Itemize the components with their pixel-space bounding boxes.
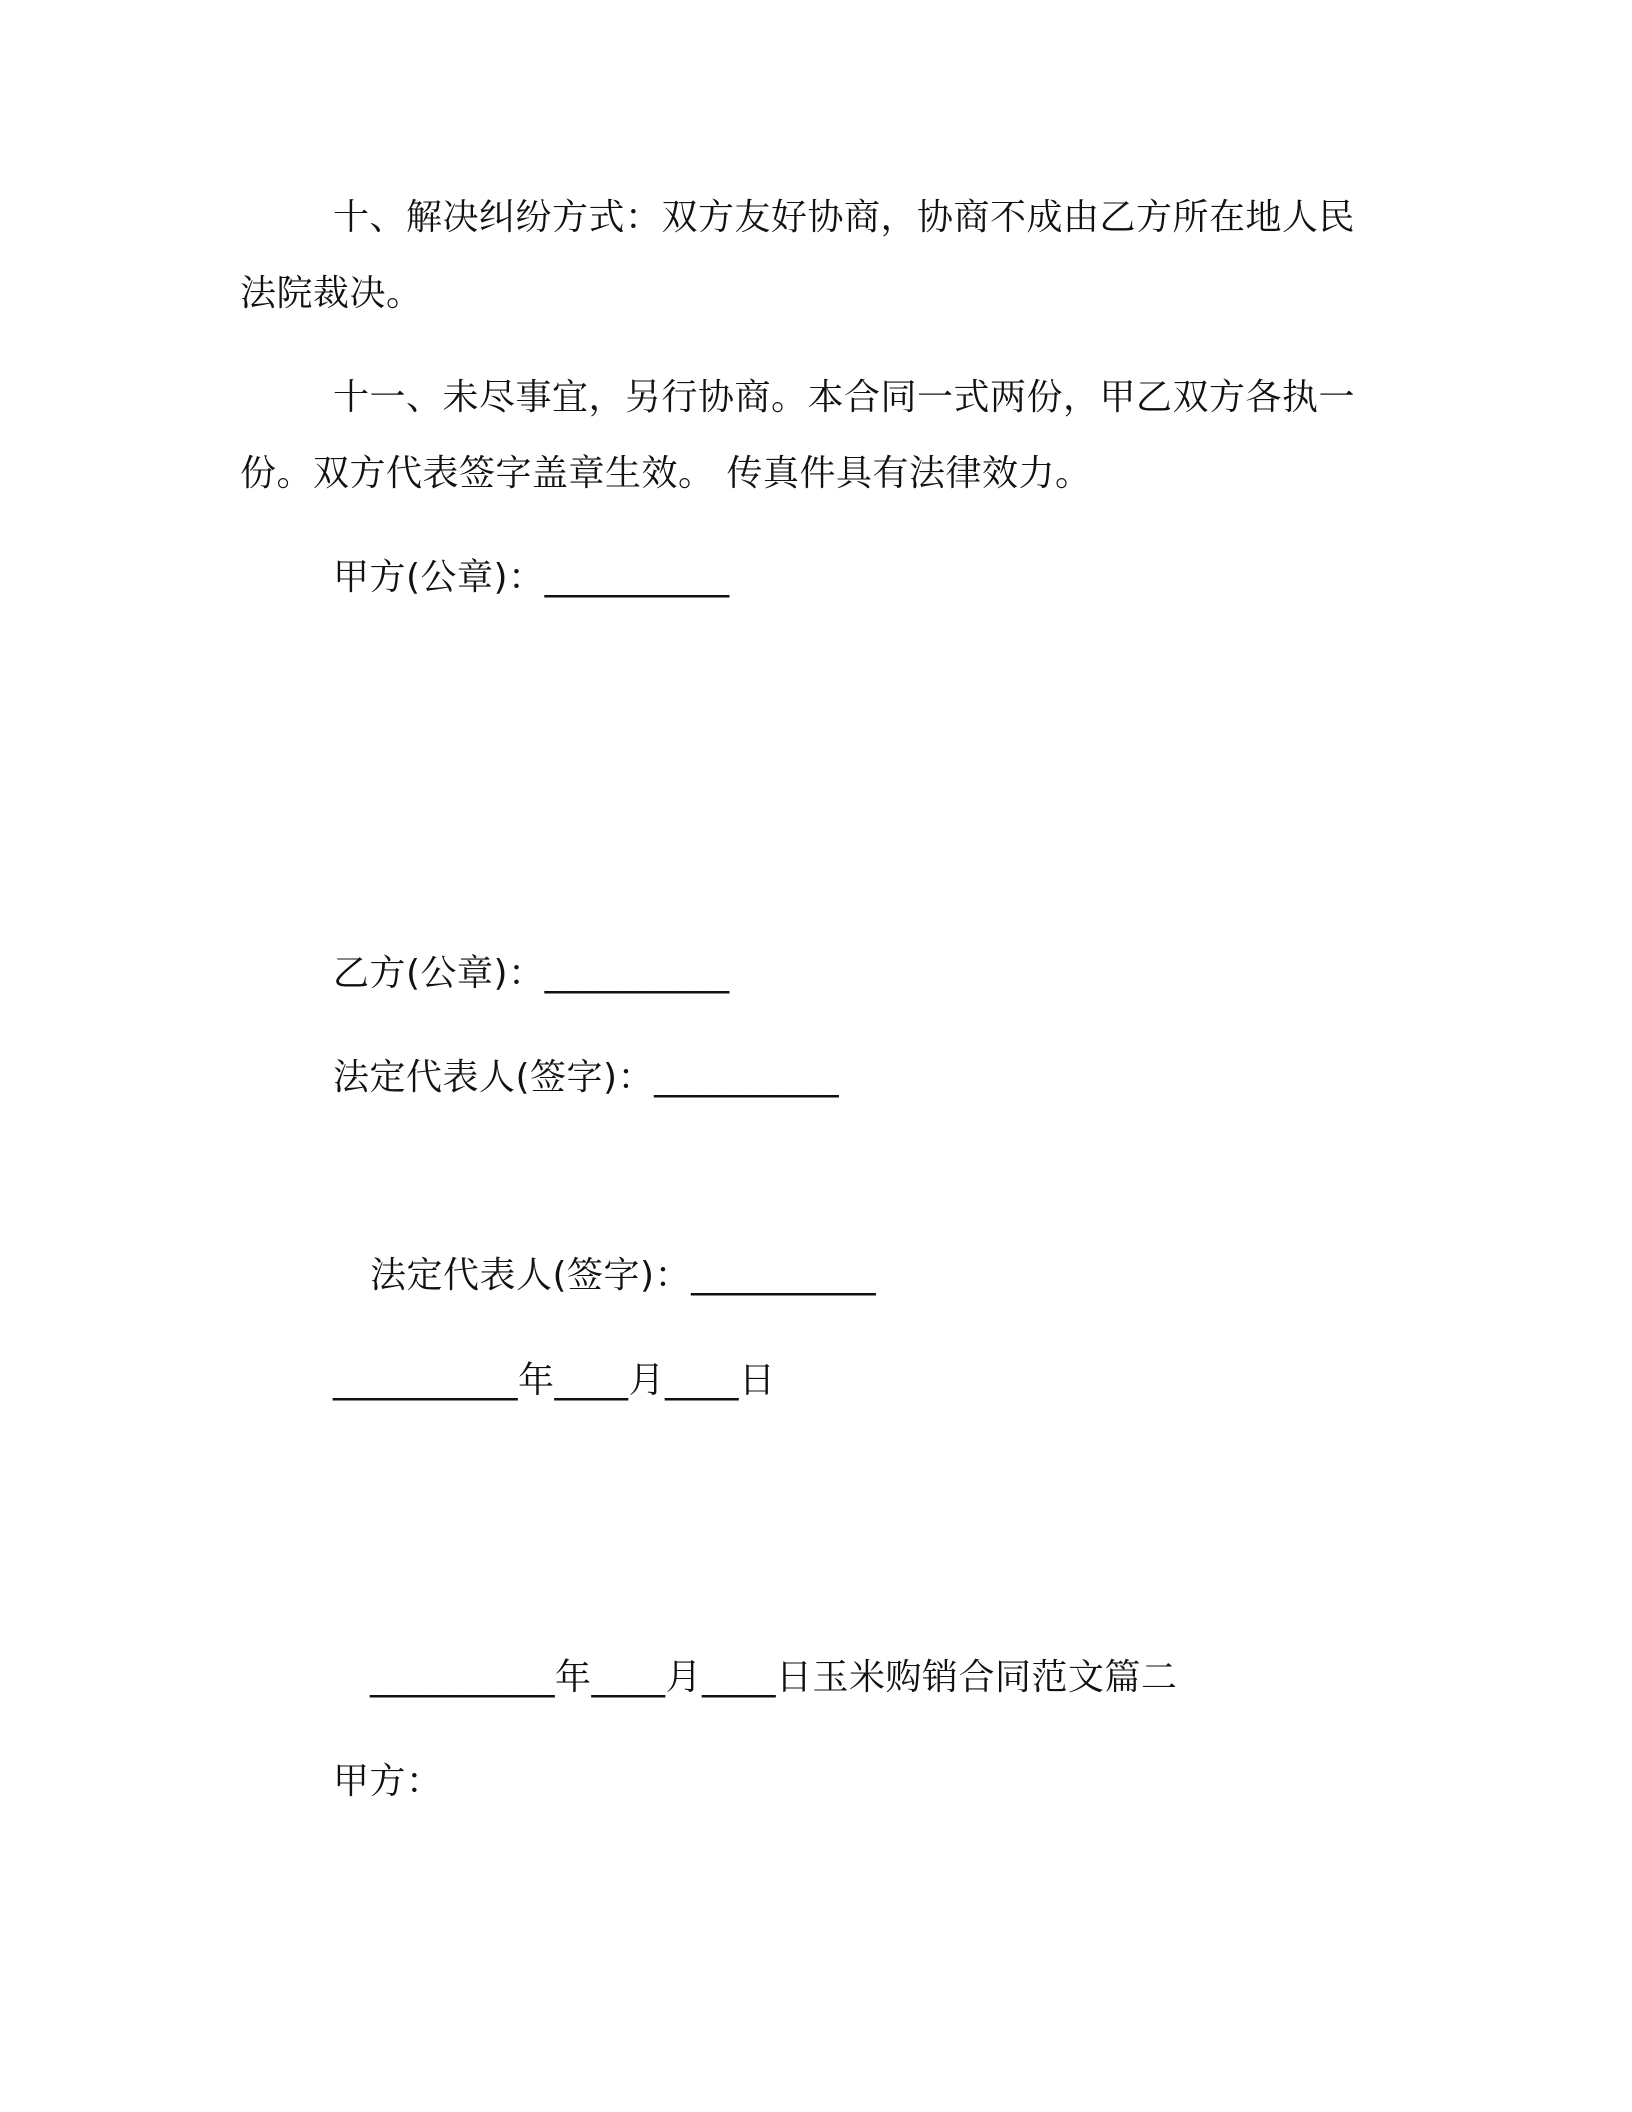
next-section-party-a-label: 甲方：: [333, 1761, 443, 1802]
legal-representative-line-2: 法定代表人(签字)：__________: [370, 1255, 877, 1296]
clause-10-line-2: 法院裁决。: [240, 273, 423, 314]
legal-representative-line-1: 法定代表人(签字)：__________: [333, 1057, 840, 1098]
date-line: __________年____月____日: [333, 1360, 776, 1401]
party-a-seal-line: 甲方(公章)：__________: [333, 557, 730, 598]
clause-10-line-1: 十、解决纠纷方式：双方友好协商，协商不成由乙方所在地人民: [333, 197, 1356, 238]
clause-11-line-1: 十一、未尽事宜，另行协商。本合同一式两份，甲乙双方各执一: [333, 377, 1356, 418]
next-section-title: __________年____月____日玉米购销合同范文篇二: [370, 1657, 1178, 1698]
party-b-seal-line: 乙方(公章)：__________: [333, 953, 730, 994]
clause-11-line-2: 份。双方代表签字盖章生效。 传真件具有法律效力。: [240, 453, 1092, 494]
